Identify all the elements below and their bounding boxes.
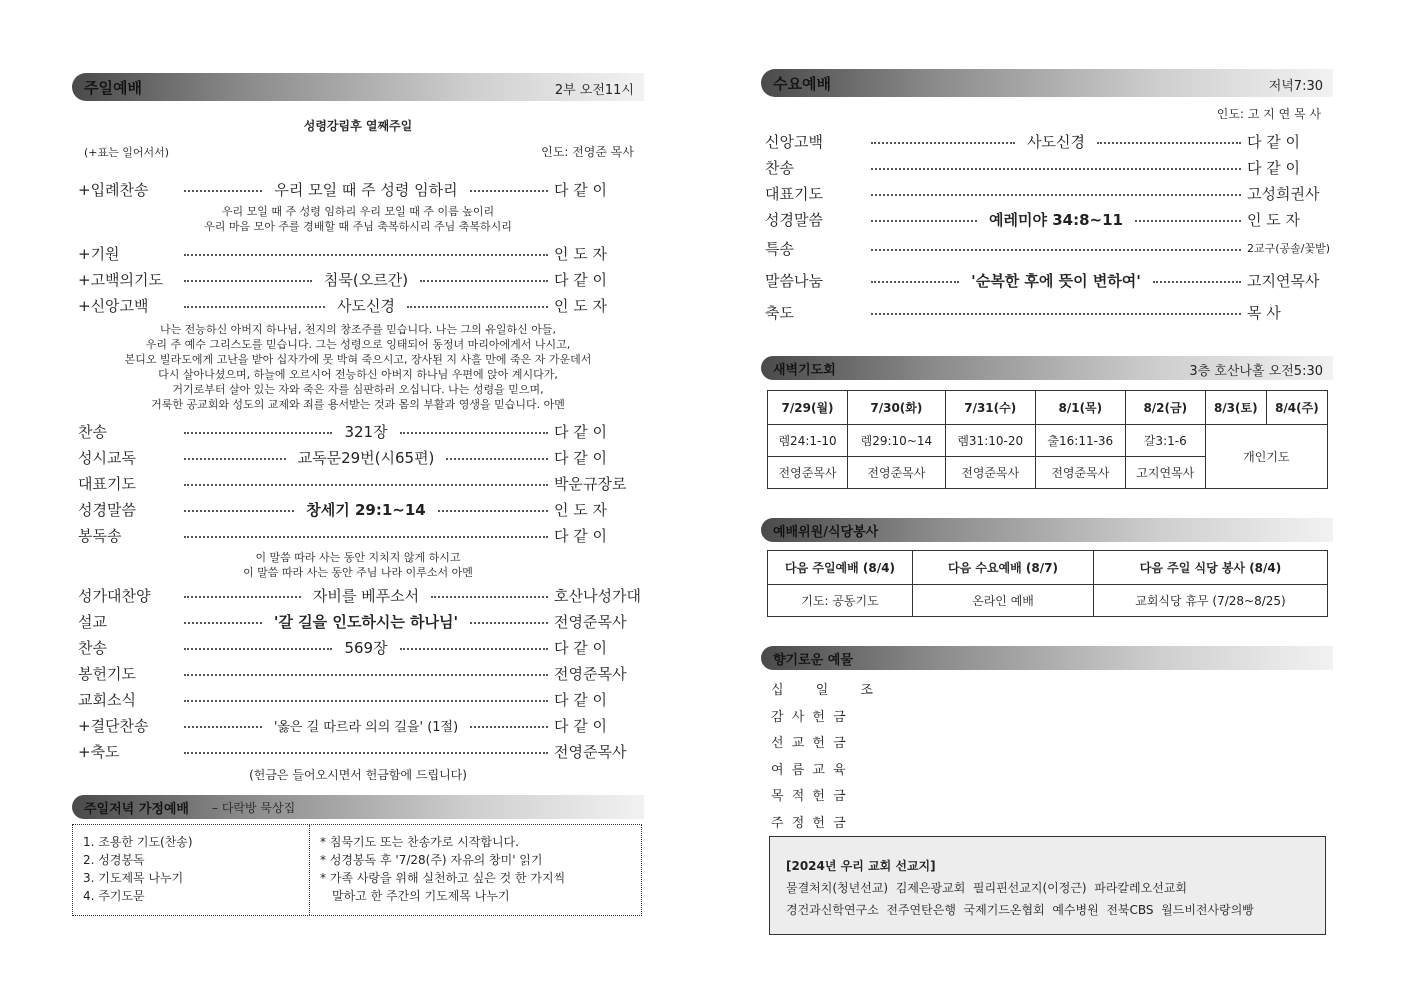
dawn-preachers-row: 전영준목사 전영준목사 전영준목사 전영준목사 고지연목사 — [768, 457, 1328, 489]
order-row: +기원 인 도 자 — [78, 244, 608, 263]
offering-item: 주 정 헌 금 — [771, 815, 848, 831]
order-row: 신앙고백 사도신경 다 같 이 — [765, 132, 1301, 151]
service-value-row: 기도: 공동기도 온라인 예배 교회식당 휴무 (7/28~8/25) — [768, 585, 1328, 617]
order-row: 말씀나눔 '순복한 후에 뜻이 변하여' 고지연목사 — [765, 271, 1320, 290]
order-row: +신앙고백 사도신경 인 도 자 — [78, 296, 608, 315]
order-row: 성시교독 교독문29번(시65편) 다 같 이 — [78, 448, 608, 467]
evening-box: 1. 조용한 기도(찬송) 2. 성경봉독 3. 기도제목 나누기 4. 주기도문 * 침묵기도 또는 찬송가로 시작합니다. * 성경봉독 후 '7/28(주) 자유의 창미' 읽기 * 가족 사랑을 위해 실천하고 싶은 것 한 가지씩 말하고 한 주간의 기도제목 나누기 — [72, 824, 642, 916]
evening-title: 주일저녁 가정예배 — [84, 802, 189, 817]
creed-block: 나는 전능하신 아버지 하나님, 천지의 창조주를 믿습니다. 나는 그의 유일하신 아들, 우리 주 예수 그리스도를 믿습니다. 그는 성령으로 잉태되어 동정녀 마리아에게서 나시고, 본디오 빌라도에게 고난을 받아 십자가에 못 박혀 죽으시고, 장사된 지 사흘 만에 죽은 자 가운데서 다시 살아나셨으며, 하늘에 오르시어 전능하신 아버지 하나님 우편에 앉아 계시다가, 거기로부터 살아 있는 자와 죽은 자를 심판하러 오십니다. 나는 성령을 믿으며, 거룩한 공교회와 성도의 교제와 죄를 용서받는 것과 몸의 부활과 영생을 믿습니다. 아멘 — [124, 323, 592, 411]
order-row: 성경말씀 예레미야 34:8~11 인 도 자 — [765, 210, 1301, 229]
offering-item: 십 일 조 — [771, 683, 887, 698]
sunday-order — [78, 176, 641, 783]
wednesday-title: 수요예배 — [773, 75, 831, 93]
lyric-block: 이 말씀 따라 사는 동안 지치지 않게 하시고 이 말씀 따라 사는 동안 주님 나라 이루소서 아멘 — [243, 551, 473, 579]
mission-line1: 물결처치(청년선교) 김제은광교회 필리핀선교지(이정근) 파라칼레오선교회 — [786, 881, 1187, 895]
dawn-days-row: 7/29(월) 7/30(화) 7/31(수) 8/1(목) 8/2(금) 8/3(토) 8/4(주) — [768, 391, 1328, 425]
offering-item: 선 교 헌 금 — [771, 736, 848, 751]
order-row: +고백의기도 침묵(오르간) 다 같 이 — [78, 270, 608, 289]
mission-line2: 경건과신학연구소 전주연탄은행 국제기드온협회 예수병원 전북CBS 월드비전사랑의빵 — [786, 903, 1254, 917]
order-row: 교회소식 다 같 이 — [78, 690, 608, 709]
wednesday-header — [761, 69, 1333, 97]
order-row: 설교 '갈 길을 인도하시는 하나님' 전영준목사 — [78, 612, 627, 631]
order-row: 특송 2교구(공솔/꽃밭) — [765, 239, 1331, 258]
sunday-header — [72, 73, 644, 101]
dawn-title: 새벽기도회 — [773, 363, 836, 378]
order-row: +입례찬송 우리 모일 때 주 성령 임하리 다 같 이 — [78, 180, 608, 199]
mission-title: [2024년 우리 교회 선교지] — [786, 859, 936, 873]
service-table — [767, 550, 1328, 617]
offering-title: 향기로운 예물 — [773, 653, 853, 668]
offering-item: 여 름 교 육 — [771, 762, 848, 778]
lyric-block: 우리 모일 때 주 성령 임하리 우리 모일 때 주 이름 높이리 우리 마음 모아 주를 경배할 때 주님 축복하시리 주님 축복하시리 — [204, 205, 512, 233]
order-row: 대표기도 고성희권사 — [765, 184, 1320, 203]
wednesday-time: 저녁7:30 — [1268, 79, 1323, 94]
dawn-table — [767, 390, 1328, 489]
offering-list — [771, 678, 887, 837]
order-row: 대표기도 박운규장로 — [78, 474, 627, 493]
offering-item: 목 적 헌 금 — [771, 789, 848, 804]
offering-item: 감 사 헌 금 — [771, 709, 848, 725]
order-row: 찬송 321장 다 같 이 — [78, 422, 608, 441]
wednesday-order — [765, 128, 1331, 328]
offering-header — [761, 646, 1333, 670]
mission-box — [769, 836, 1326, 935]
dawn-info: 3층 호산나홀 오전5:30 — [1189, 364, 1323, 379]
evening-header — [72, 795, 644, 819]
order-row: +축도 전영준목사 — [78, 742, 627, 761]
stand-note: (+표는 일어서서) — [84, 146, 170, 159]
dawn-texts-row: 렘24:1-10 렘29:10~14 렘31:10-20 출16:11-36 갈3:1-6 개인기도 — [768, 425, 1328, 457]
service-header — [761, 518, 1333, 542]
offering-note: (헌금은 들어오시면서 헌금함에 드립니다) — [249, 768, 467, 782]
sunday-title: 주일예배 — [84, 79, 142, 97]
service-header-row: 다음 주일예배 (8/4) 다음 수요예배 (8/7) 다음 주일 식당 봉사 (8/4) — [768, 551, 1328, 585]
order-row: 찬송 569장 다 같 이 — [78, 638, 608, 657]
order-row: 봉헌기도 전영준목사 — [78, 664, 627, 683]
order-row: 찬송 다 같 이 — [765, 158, 1301, 177]
order-row: 성경말씀 창세기 29:1~14 인 도 자 — [78, 500, 608, 519]
sunday-time: 2부 오전11시 — [554, 83, 634, 98]
dawn-header — [761, 356, 1333, 380]
sunday-theme: 성령강림후 열째주일 — [303, 119, 413, 133]
sunday-leader: 인도: 전영준 목사 — [541, 145, 634, 159]
order-row: 성가대찬양 자비를 베푸소서 호산나성가대 — [78, 586, 641, 605]
service-title: 예배위원/식당봉사 — [773, 525, 879, 540]
order-row: +결단찬송 '옳은 길 따르라 의의 길을' (1절) 다 같 이 — [78, 716, 608, 735]
evening-sub: – 다락방 묵상집 — [212, 801, 296, 815]
order-row: 봉독송 다 같 이 — [78, 526, 608, 545]
order-row: 축도 목 사 — [765, 303, 1281, 322]
wednesday-leader: 인도: 고 지 연 목 사 — [1216, 107, 1321, 121]
